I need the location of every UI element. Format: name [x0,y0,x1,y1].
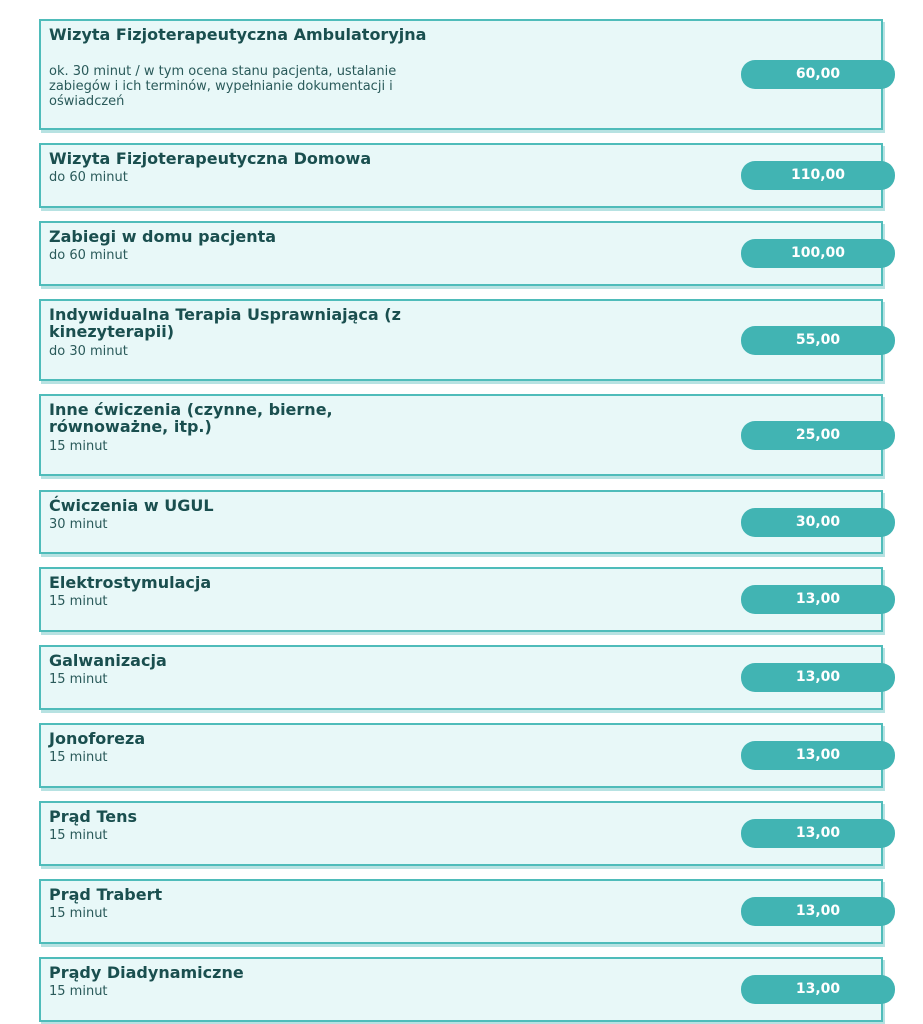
price-badge[interactable]: 30,00 [741,508,895,537]
service-description: do 60 minut [49,248,128,263]
service-title: Indywidualna Terapia Usprawniająca (z kinezyterapii) [49,305,401,341]
service-title: Prądy Diadynamiczne [49,963,244,982]
service-title: Ćwiczenia w UGUL [49,496,214,515]
service-card [39,19,883,130]
service-description: ok. 30 minut / w tym ocena stanu pacjenta, ustalanie zabiegów i ich terminów, wypełnianie dokumentacji i oświadczeń [49,64,397,109]
price-badge[interactable]: 13,00 [741,819,895,848]
service-card [39,723,883,788]
price-badge[interactable]: 110,00 [741,161,895,190]
service-description: 15 minut [49,439,108,454]
service-card [39,221,883,286]
price-badge[interactable]: 13,00 [741,663,895,692]
service-card [39,645,883,710]
service-description: 15 minut [49,906,108,921]
service-title: Wizyta Fizjoterapeutyczna Domowa [49,149,372,168]
service-description: 15 minut [49,672,108,687]
service-title: Wizyta Fizjoterapeutyczna Ambulatoryjna [49,25,427,44]
service-description: do 30 minut [49,344,128,359]
service-title: Prąd Tens [49,807,137,826]
service-description: 15 minut [49,750,108,765]
service-description: 15 minut [49,984,108,999]
price-badge[interactable]: 13,00 [741,741,895,770]
price-badge[interactable]: 25,00 [741,421,895,450]
service-description: 15 minut [49,828,108,843]
service-card [39,879,883,944]
service-card [39,801,883,866]
price-badge[interactable]: 55,00 [741,326,895,355]
price-badge[interactable]: 13,00 [741,585,895,614]
price-badge[interactable]: 60,00 [741,60,895,89]
service-title: Prąd Trabert [49,885,163,904]
price-badge[interactable]: 13,00 [741,897,895,926]
service-description: do 60 minut [49,170,128,185]
price-badge[interactable]: 13,00 [741,975,895,1004]
service-card [39,957,883,1022]
service-title: Inne ćwiczenia (czynne, bierne, równoważne, itp.) [49,400,333,436]
service-description: 15 minut [49,594,108,609]
service-title: Jonoforeza [49,729,146,748]
service-description: 30 minut [49,517,108,532]
service-title: Elektrostymulacja [49,573,212,592]
service-card [39,394,883,476]
service-card [39,490,883,554]
price-badge[interactable]: 100,00 [741,239,895,268]
service-card [39,299,883,381]
service-card [39,567,883,632]
service-title: Zabiegi w domu pacjenta [49,227,277,246]
service-card [39,143,883,208]
service-title: Galwanizacja [49,651,167,670]
